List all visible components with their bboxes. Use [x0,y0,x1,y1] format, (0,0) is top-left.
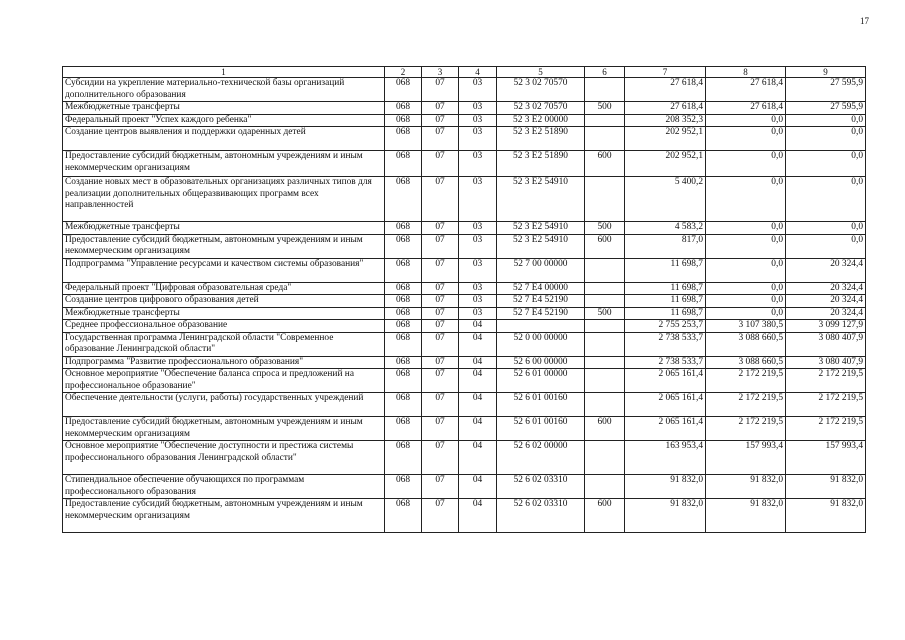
table-row [63,393,866,417]
row-c5-cell: 52 3 02 70570 [497,102,585,115]
row-c5-cell: 52 6 02 03310 [497,475,585,499]
row-name-cell: Межбюджетные трансферты [63,102,385,115]
column-header: 6 [585,67,625,78]
row-c7-cell: 2 065 161,4 [625,369,706,393]
table-row [63,114,866,127]
row-c6-cell [585,475,625,499]
row-c4-cell: 03 [459,234,497,258]
row-c3-cell: 07 [422,369,459,393]
row-c6-cell [585,78,625,102]
row-c9-cell: 27 595,9 [786,78,866,102]
row-c8-cell: 157 993,4 [706,441,786,475]
row-c4-cell: 04 [459,475,497,499]
row-c8-cell: 27 618,4 [706,102,786,115]
row-c4-cell: 03 [459,307,497,320]
row-c7-cell: 5 400,2 [625,177,706,222]
row-c9-cell: 20 324,4 [786,295,866,308]
row-c8-cell: 0,0 [706,177,786,222]
row-c8-cell: 2 172 219,5 [706,393,786,417]
row-c2-cell: 068 [385,295,422,308]
row-c9-cell: 20 324,4 [786,258,866,282]
column-header: 3 [422,67,459,78]
row-c6-cell: 500 [585,307,625,320]
row-c3-cell: 07 [422,177,459,222]
row-c2-cell: 068 [385,258,422,282]
row-c7-cell: 163 953,4 [625,441,706,475]
row-c8-cell: 0,0 [706,307,786,320]
row-c7-cell: 208 352,3 [625,114,706,127]
row-c9-cell: 3 080 407,9 [786,356,866,369]
row-c5-cell: 52 6 01 00160 [497,417,585,441]
row-c4-cell: 04 [459,441,497,475]
row-c2-cell: 068 [385,475,422,499]
column-header: 8 [706,67,786,78]
row-c6-cell [585,320,625,333]
row-c5-cell [497,320,585,333]
row-c5-cell: 52 3 E2 00000 [497,114,585,127]
row-c2-cell: 068 [385,177,422,222]
row-c3-cell: 07 [422,114,459,127]
row-c7-cell: 27 618,4 [625,78,706,102]
row-c6-cell [585,127,625,151]
row-c8-cell: 0,0 [706,282,786,295]
row-c9-cell: 91 832,0 [786,475,866,499]
row-c8-cell: 0,0 [706,295,786,308]
row-c4-cell: 04 [459,369,497,393]
row-c8-cell: 3 088 660,5 [706,332,786,356]
row-c2-cell: 068 [385,114,422,127]
table-row [63,369,866,393]
column-header: 9 [786,67,866,78]
row-c9-cell: 3 099 127,9 [786,320,866,333]
row-c3-cell: 07 [422,356,459,369]
row-c7-cell: 2 738 533,7 [625,332,706,356]
row-c6-cell: 500 [585,222,625,235]
row-c2-cell: 068 [385,417,422,441]
row-c8-cell: 91 832,0 [706,475,786,499]
table-row [63,320,866,333]
row-name-cell: Стипендиальное обеспечение обучающихся по программам профессионального образования [63,475,385,499]
row-name-cell: Создание центров цифрового образования детей [63,295,385,308]
table-row [63,282,866,295]
row-c9-cell: 0,0 [786,222,866,235]
row-c6-cell [585,282,625,295]
row-name-cell: Создание центров выявления и поддержки одаренных детей [63,127,385,151]
row-c5-cell: 52 3 E2 51890 [497,151,585,177]
table-row [63,234,866,258]
column-header: 7 [625,67,706,78]
row-c4-cell: 04 [459,332,497,356]
row-c6-cell: 500 [585,102,625,115]
table-row [63,177,866,222]
row-c4-cell: 04 [459,499,497,533]
row-c7-cell: 202 952,1 [625,127,706,151]
row-c3-cell: 07 [422,78,459,102]
row-name-cell: Предоставление субсидий бюджетным, автономным учреждениям и иным некоммерческим организациям [63,234,385,258]
row-c5-cell: 52 6 00 00000 [497,356,585,369]
column-header: 5 [497,67,585,78]
column-header: 2 [385,67,422,78]
row-c7-cell: 11 698,7 [625,295,706,308]
row-c3-cell: 07 [422,234,459,258]
table-row [63,151,866,177]
row-c4-cell: 03 [459,151,497,177]
row-c3-cell: 07 [422,475,459,499]
row-c4-cell: 03 [459,114,497,127]
row-c4-cell: 04 [459,417,497,441]
row-c4-cell: 03 [459,102,497,115]
row-c3-cell: 07 [422,393,459,417]
row-name-cell: Межбюджетные трансферты [63,222,385,235]
row-name-cell: Подпрограмма "Управление ресурсами и качеством системы образования" [63,258,385,282]
row-name-cell: Подпрограмма "Развитие профессионального образования" [63,356,385,369]
row-c5-cell: 52 3 E2 54910 [497,222,585,235]
row-c6-cell [585,295,625,308]
row-c2-cell: 068 [385,320,422,333]
row-c6-cell: 600 [585,234,625,258]
row-name-cell: Среднее профессиональное образование [63,320,385,333]
row-c3-cell: 07 [422,307,459,320]
row-c9-cell: 20 324,4 [786,282,866,295]
row-c5-cell: 52 7 E4 52190 [497,295,585,308]
row-c7-cell: 2 755 253,7 [625,320,706,333]
row-c6-cell: 600 [585,151,625,177]
row-c9-cell: 0,0 [786,127,866,151]
row-c5-cell: 52 6 01 00000 [497,369,585,393]
table-row [63,295,866,308]
row-c5-cell: 52 3 02 70570 [497,78,585,102]
row-c8-cell: 0,0 [706,234,786,258]
row-c9-cell: 27 595,9 [786,102,866,115]
row-c9-cell: 2 172 219,5 [786,369,866,393]
row-c4-cell: 03 [459,222,497,235]
row-name-cell: Федеральный проект "Цифровая образовательная среда" [63,282,385,295]
row-c7-cell: 11 698,7 [625,258,706,282]
row-c3-cell: 07 [422,102,459,115]
row-c3-cell: 07 [422,282,459,295]
row-name-cell: Предоставление субсидий бюджетным, автономным учреждениям и иным некоммерческим организациям [63,499,385,533]
row-name-cell: Государственная программа Ленинградской области "Современное образование Ленинградской области" [63,332,385,356]
row-c2-cell: 068 [385,78,422,102]
row-c5-cell: 52 3 E2 54910 [497,234,585,258]
row-c4-cell: 04 [459,356,497,369]
row-c5-cell: 52 7 00 00000 [497,258,585,282]
row-c5-cell: 52 6 02 00000 [497,441,585,475]
row-c4-cell: 03 [459,127,497,151]
row-c3-cell: 07 [422,441,459,475]
row-c4-cell: 04 [459,393,497,417]
row-c6-cell [585,114,625,127]
row-c7-cell: 91 832,0 [625,475,706,499]
row-c7-cell: 27 618,4 [625,102,706,115]
row-c3-cell: 07 [422,332,459,356]
row-c6-cell [585,369,625,393]
row-c2-cell: 068 [385,332,422,356]
row-name-cell: Основное мероприятие "Обеспечение баланса спроса и предложений на профессиональное образование" [63,369,385,393]
row-c8-cell: 0,0 [706,222,786,235]
row-c9-cell: 0,0 [786,234,866,258]
row-c3-cell: 07 [422,151,459,177]
row-c7-cell: 202 952,1 [625,151,706,177]
row-c2-cell: 068 [385,499,422,533]
row-c4-cell: 03 [459,177,497,222]
row-c8-cell: 27 618,4 [706,78,786,102]
row-c9-cell: 2 172 219,5 [786,417,866,441]
row-c7-cell: 11 698,7 [625,307,706,320]
row-c5-cell: 52 3 E2 54910 [497,177,585,222]
row-c2-cell: 068 [385,356,422,369]
row-c6-cell [585,356,625,369]
row-c8-cell: 0,0 [706,258,786,282]
row-c6-cell [585,258,625,282]
row-c8-cell: 2 172 219,5 [706,417,786,441]
table-row [63,102,866,115]
row-name-cell: Создание новых мест в образовательных организациях различных типов для реализации дополнительных общеразвивающих программ всех направленностей [63,177,385,222]
page-number: 17 [860,16,869,26]
table-row [63,258,866,282]
row-name-cell: Основное мероприятие "Обеспечение доступности и престижа системы профессионального образования Ленинградской области" [63,441,385,475]
row-c2-cell: 068 [385,234,422,258]
budget-table [62,66,866,533]
row-c7-cell: 2 065 161,4 [625,393,706,417]
row-c3-cell: 07 [422,222,459,235]
row-c7-cell: 4 583,2 [625,222,706,235]
row-c9-cell: 2 172 219,5 [786,393,866,417]
row-c2-cell: 068 [385,102,422,115]
column-header: 1 [63,67,385,78]
table-row [63,441,866,475]
column-header: 4 [459,67,497,78]
row-c4-cell: 04 [459,320,497,333]
row-c5-cell: 52 3 E2 51890 [497,127,585,151]
header-row [63,67,866,78]
table-row [63,499,866,533]
row-c9-cell: 0,0 [786,114,866,127]
row-c4-cell: 03 [459,258,497,282]
row-c9-cell: 3 080 407,9 [786,332,866,356]
row-c3-cell: 07 [422,295,459,308]
row-c9-cell: 157 993,4 [786,441,866,475]
row-c9-cell: 0,0 [786,151,866,177]
row-c4-cell: 03 [459,295,497,308]
row-c5-cell: 52 7 E4 52190 [497,307,585,320]
row-c9-cell: 0,0 [786,177,866,222]
row-name-cell: Предоставление субсидий бюджетным, автономным учреждениям и иным некоммерческим организациям [63,417,385,441]
row-c3-cell: 07 [422,127,459,151]
row-c2-cell: 068 [385,222,422,235]
row-c8-cell: 2 172 219,5 [706,369,786,393]
table-row [63,475,866,499]
row-c5-cell: 52 6 01 00160 [497,393,585,417]
row-c6-cell [585,332,625,356]
row-name-cell: Субсидии на укрепление материально-технической базы организаций дополнительного образования [63,78,385,102]
row-c3-cell: 07 [422,417,459,441]
row-c7-cell: 91 832,0 [625,499,706,533]
row-c3-cell: 07 [422,499,459,533]
row-c8-cell: 3 107 380,5 [706,320,786,333]
row-name-cell: Обеспечение деятельности (услуги, работы) государственных учреждений [63,393,385,417]
row-name-cell: Межбюджетные трансферты [63,307,385,320]
row-c5-cell: 52 0 00 00000 [497,332,585,356]
table-row [63,332,866,356]
row-c3-cell: 07 [422,258,459,282]
row-c9-cell: 20 324,4 [786,307,866,320]
table-row [63,222,866,235]
table-row [63,127,866,151]
row-c6-cell [585,177,625,222]
row-c4-cell: 03 [459,282,497,295]
row-c6-cell: 600 [585,417,625,441]
row-c6-cell: 600 [585,499,625,533]
row-c8-cell: 0,0 [706,151,786,177]
row-c2-cell: 068 [385,307,422,320]
row-name-cell: Федеральный проект "Успех каждого ребенка" [63,114,385,127]
row-c6-cell [585,393,625,417]
row-c3-cell: 07 [422,320,459,333]
table-row [63,417,866,441]
row-c8-cell: 0,0 [706,127,786,151]
row-c7-cell: 817,0 [625,234,706,258]
row-c7-cell: 2 065 161,4 [625,417,706,441]
row-c8-cell: 91 832,0 [706,499,786,533]
row-c5-cell: 52 7 E4 00000 [497,282,585,295]
row-c8-cell: 3 088 660,5 [706,356,786,369]
row-c2-cell: 068 [385,127,422,151]
row-c2-cell: 068 [385,282,422,295]
row-c7-cell: 2 738 533,7 [625,356,706,369]
table-row [63,356,866,369]
row-c8-cell: 0,0 [706,114,786,127]
row-c2-cell: 068 [385,393,422,417]
table-row [63,78,866,102]
row-c6-cell [585,441,625,475]
row-c9-cell: 91 832,0 [786,499,866,533]
row-c5-cell: 52 6 02 03310 [497,499,585,533]
row-c4-cell: 03 [459,78,497,102]
row-c7-cell: 11 698,7 [625,282,706,295]
row-c2-cell: 068 [385,369,422,393]
row-name-cell: Предоставление субсидий бюджетным, автономным учреждениям и иным некоммерческим организациям [63,151,385,177]
row-c2-cell: 068 [385,441,422,475]
row-c2-cell: 068 [385,151,422,177]
table-row [63,307,866,320]
